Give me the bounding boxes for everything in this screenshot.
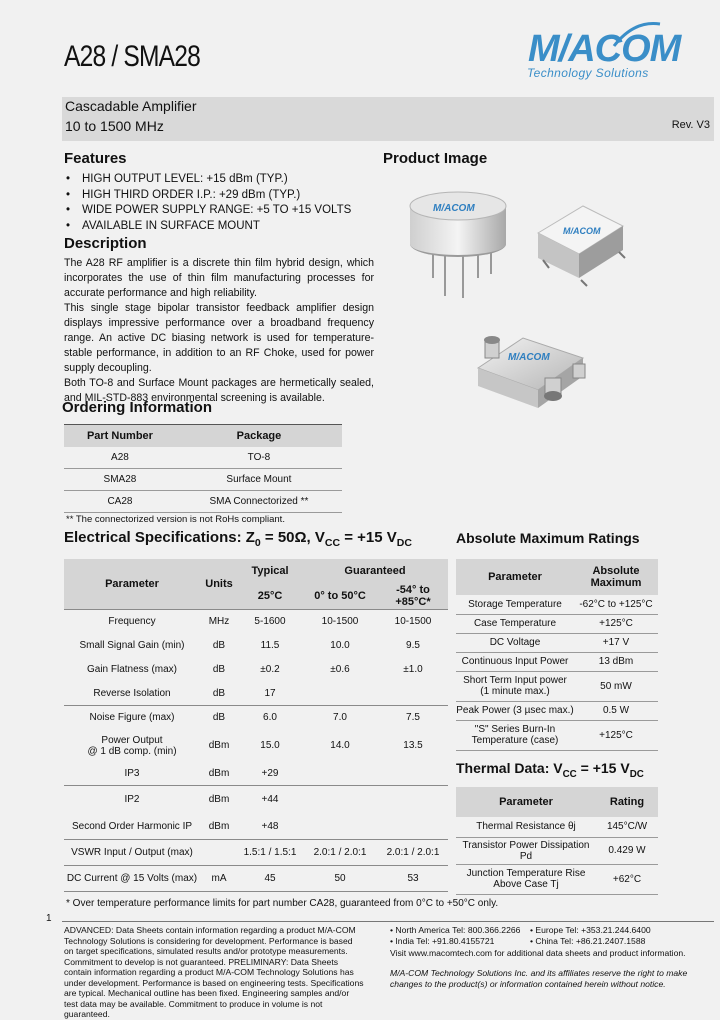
param-cell: IP2: [64, 786, 200, 814]
value-cell: 45: [238, 866, 302, 892]
surface-mount-package-icon: [538, 206, 625, 286]
table-row: [456, 720, 658, 750]
header-25c: 25°C: [238, 583, 302, 610]
table-row: [456, 595, 658, 614]
table-row: [64, 786, 448, 814]
param-cell: DC Voltage: [456, 633, 574, 652]
value-cell: +17 V: [574, 633, 658, 652]
param-cell: DC Current @ 15 Volts (max): [64, 866, 200, 892]
feature-item: • HIGH OUTPUT LEVEL: +15 dBm (TYP.): [64, 172, 351, 188]
units-cell: [200, 840, 238, 866]
table-row: [64, 706, 448, 730]
contact-europe: • Europe Tel: +353.21.244.6400: [530, 925, 651, 935]
value-cell: 50 mW: [574, 671, 658, 701]
ordering-heading: Ordering Information: [62, 399, 212, 416]
param-cell: Small Signal Gain (min): [79, 640, 185, 651]
table-row: [456, 864, 658, 894]
header-units: Units: [200, 559, 238, 610]
value-cell: +125°C: [574, 720, 658, 750]
abs-max-table: [456, 559, 658, 751]
value-cell: 7.5: [378, 706, 448, 730]
electrical-footnote: * Over temperature performance limits for part number CA28, guaranteed from 0°C to +50°C only.: [66, 898, 499, 909]
table-row: [64, 866, 448, 892]
value-cell: [302, 682, 378, 706]
value-cell: 10-1500: [302, 610, 378, 634]
value-cell: 10.0: [330, 640, 350, 651]
product-type: Cascadable Amplifier: [65, 98, 197, 114]
heading-subscript: 0: [254, 537, 261, 549]
value-cell: +48: [261, 820, 279, 832]
svg-text:M/ACOM: M/ACOM: [508, 352, 550, 363]
value-cell: 11.5: [260, 640, 280, 651]
value-cell: 1.5:1 / 1.5:1: [238, 840, 302, 866]
connectorized-package-icon: [478, 336, 585, 408]
param-cell: Gain Flatness (max): [86, 664, 178, 675]
footer-rights-note: M/A-COM Technology Solutions Inc. and its affiliates reserve the right to make changes to the product(s) or information contained herein without notice.: [390, 968, 688, 989]
value-cell: 9.5: [406, 640, 420, 651]
value-cell: 10-1500: [378, 610, 448, 634]
header-rating: Rating: [596, 787, 658, 817]
units-cell: dBm: [208, 740, 230, 751]
param-cell: VSWR Input / Output (max): [64, 840, 200, 866]
table-row: [64, 634, 448, 658]
table-row: [64, 814, 448, 840]
thermal-table: [456, 787, 658, 895]
svg-text:M/ACOM: M/ACOM: [563, 226, 601, 236]
value-cell: ±0.2: [260, 664, 280, 675]
param-cell: Power Output @ 1 dB comp. (min): [87, 734, 177, 757]
param-cell: Frequency: [64, 610, 200, 634]
abs-max-heading: Absolute Maximum Ratings: [456, 530, 640, 546]
header-typical: Typical: [238, 559, 302, 583]
value-cell: ±0.6: [330, 664, 350, 675]
value-cell: 6.0: [238, 706, 302, 730]
table-row: [64, 491, 342, 513]
header-parameter: Parameter: [456, 559, 574, 595]
features-list: [64, 172, 351, 234]
table-row: [64, 730, 448, 762]
value-cell: 17: [264, 687, 276, 699]
value-cell: +44: [238, 786, 302, 814]
part-number: A28: [64, 447, 176, 469]
package: TO-8: [176, 447, 342, 469]
value-cell: 0.429 W: [596, 837, 658, 864]
param-cell: Thermal Resistance θj: [456, 817, 596, 837]
param-cell: Case Temperature: [456, 614, 574, 633]
units-cell: dB: [212, 664, 226, 675]
param-cell: IP3: [124, 767, 140, 779]
header-parameter: Parameter: [64, 559, 200, 610]
electrical-specs-table: [64, 559, 448, 892]
revision: Rev. V3: [671, 119, 710, 131]
logo-swoosh-icon: [612, 20, 662, 50]
macom-logo: M/ACOM: [528, 28, 681, 70]
header-abs-max: Absolute Maximum: [574, 559, 658, 595]
value-cell: [302, 786, 378, 814]
value-cell: 7.0: [302, 706, 378, 730]
heading-subscript: DC: [629, 768, 644, 780]
param-cell: Continuous Input Power: [456, 652, 574, 671]
electrical-heading-text: = +15 V: [340, 529, 397, 546]
table-row: [64, 658, 448, 682]
feature-item: • WIDE POWER SUPPLY RANGE: +5 TO +15 VOLTS: [64, 203, 351, 219]
table-row: [64, 762, 448, 786]
table-row: [64, 610, 448, 634]
ordering-table: [64, 424, 342, 513]
document-title: A28 / SMA28: [64, 40, 200, 73]
units-cell: dB: [200, 706, 238, 730]
ordering-note: ** The connectorized version is not RoHs compliant.: [66, 514, 285, 525]
value-cell: [302, 762, 378, 786]
value-cell: 0.5 W: [574, 701, 658, 720]
table-row: [456, 701, 658, 720]
table-row: [456, 837, 658, 864]
table-row: [64, 469, 342, 491]
features-heading: Features: [64, 150, 127, 167]
to8-package-icon: [410, 192, 506, 298]
table-row: [456, 817, 658, 837]
param-cell: Noise Figure (max): [64, 706, 200, 730]
thermal-heading: [456, 760, 644, 780]
logo-tagline: Technology Solutions: [527, 66, 649, 80]
units-cell: dB: [212, 687, 226, 699]
heading-subscript: DC: [396, 537, 412, 549]
ordering-header-part: Part Number: [64, 425, 176, 448]
units-cell: dB: [212, 640, 226, 651]
page-number: 1: [46, 913, 52, 924]
website-link[interactable]: Visit www.macomtech.com for additional data sheets and product information.: [390, 948, 686, 958]
value-cell: [378, 682, 448, 706]
value-cell: +125°C: [574, 614, 658, 633]
units-cell: MHz: [200, 610, 238, 634]
table-row: [456, 652, 658, 671]
description-paragraph: This single stage bipolar transistor feedback amplifier design displays impressive performance over a broadband frequency range. An active DC biasing network is used for temperature-stable performance, in addition to an RF Choke, used for power supply decoupling.: [64, 302, 374, 374]
value-cell: ±1.0: [403, 664, 423, 675]
header-guaranteed: Guaranteed: [302, 559, 448, 583]
units-cell: mA: [200, 866, 238, 892]
value-cell: 13 dBm: [574, 652, 658, 671]
param-cell: Reverse Isolation: [93, 687, 171, 699]
electrical-heading-text: = 50Ω, V: [260, 529, 325, 546]
value-cell: 15.0: [260, 740, 280, 751]
value-cell: 50: [302, 866, 378, 892]
frequency-range: 10 to 1500 MHz: [65, 118, 164, 134]
part-number: SMA28: [64, 469, 176, 491]
value-cell: 2.0:1 / 2.0:1: [378, 840, 448, 866]
value-cell: +62°C: [596, 864, 658, 894]
subtitle-band: [62, 97, 714, 141]
part-number: CA28: [64, 491, 176, 513]
value-cell: 13.5: [403, 740, 423, 751]
table-row: [456, 671, 658, 701]
header-0-50c: 0° to 50°C: [302, 583, 378, 610]
header-54-85c: -54° to +85°C*: [378, 583, 448, 610]
feature-item: • HIGH THIRD ORDER I.P.: +29 dBm (TYP.): [64, 188, 351, 204]
product-image-heading: Product Image: [383, 150, 488, 167]
contact-china: • China Tel: +86.21.2407.1588: [530, 936, 646, 946]
value-cell: [302, 814, 378, 840]
value-cell: [378, 786, 448, 814]
description-paragraph: Both TO-8 and Surface Mount packages are hermetically sealed, and MIL-STD-883 environmental screening is available.: [64, 377, 374, 404]
svg-text:M/ACOM: M/ACOM: [433, 203, 475, 214]
contact-north-america: • North America Tel: 800.366.2266: [390, 925, 521, 935]
package: Surface Mount: [176, 469, 342, 491]
ordering-header-package: Package: [176, 425, 342, 448]
value-cell: [378, 762, 448, 786]
units-cell: dBm: [200, 786, 238, 814]
units-cell: dBm: [208, 767, 230, 779]
thermal-heading-text: = +15 V: [576, 760, 630, 776]
product-image: [383, 178, 643, 408]
package: SMA Connectorized **: [176, 491, 342, 513]
param-cell: Junction Temperature Rise Above Case Tj: [456, 864, 596, 894]
footer-disclaimer: ADVANCED: Data Sheets contain information regarding a product M/A-COM Technology Solutions is considering for development. Performance is based on target specifications, simulated results and/or prototype measurements. Commitment to develop is not guaranteed. PRELIMINARY: Data Sheets contain information regarding a product M/A-COM Technology Solutions has under development. Performance is based on engineering tests. Specifications are typical. Mechanical outline has been fixed. Engineering samples and/or test data may be available. Commitment to produce in volume is not guaranteed.: [64, 925, 364, 1019]
value-cell: 53: [378, 866, 448, 892]
description-heading: Description: [64, 235, 147, 252]
table-row: [64, 682, 448, 706]
table-row: [456, 633, 658, 652]
table-row: [456, 614, 658, 633]
param-cell: Transistor Power Dissipation Pd: [456, 837, 596, 864]
header-parameter: Parameter: [456, 787, 596, 817]
description-text: [64, 256, 374, 406]
param-cell: Short Term Input power (1 minute max.): [456, 671, 574, 701]
electrical-heading-text: Electrical Specifications: Z: [64, 529, 255, 546]
table-row: [64, 840, 448, 866]
footer-divider: [62, 921, 714, 922]
units-cell: dBm: [208, 820, 230, 832]
param-cell: Peak Power (3 µsec max.): [456, 701, 574, 720]
feature-item: • AVAILABLE IN SURFACE MOUNT: [64, 219, 351, 235]
heading-subscript: CC: [324, 537, 341, 549]
param-cell: "S" Series Burn-In Temperature (case): [456, 720, 574, 750]
contact-india: • India Tel: +91.80.4155721: [390, 936, 495, 946]
value-cell: 2.0:1 / 2.0:1: [302, 840, 378, 866]
electrical-heading: [64, 529, 412, 549]
param-cell: Second Order Harmonic IP: [71, 820, 193, 832]
value-cell: 145°C/W: [596, 817, 658, 837]
description-paragraph: The A28 RF amplifier is a discrete thin film hybrid design, which incorporates the use of thin film manufacturing processes for accurate performance and high reliability.: [64, 257, 374, 299]
table-row: [64, 447, 342, 469]
thermal-heading-text: Thermal Data: V: [456, 760, 563, 776]
value-cell: [378, 814, 448, 840]
value-cell: 5-1600: [238, 610, 302, 634]
value-cell: +29: [261, 767, 279, 779]
value-cell: 14.0: [330, 740, 350, 751]
value-cell: -62°C to +125°C: [574, 595, 658, 614]
param-cell: Storage Temperature: [456, 595, 574, 614]
heading-subscript: CC: [562, 768, 577, 780]
